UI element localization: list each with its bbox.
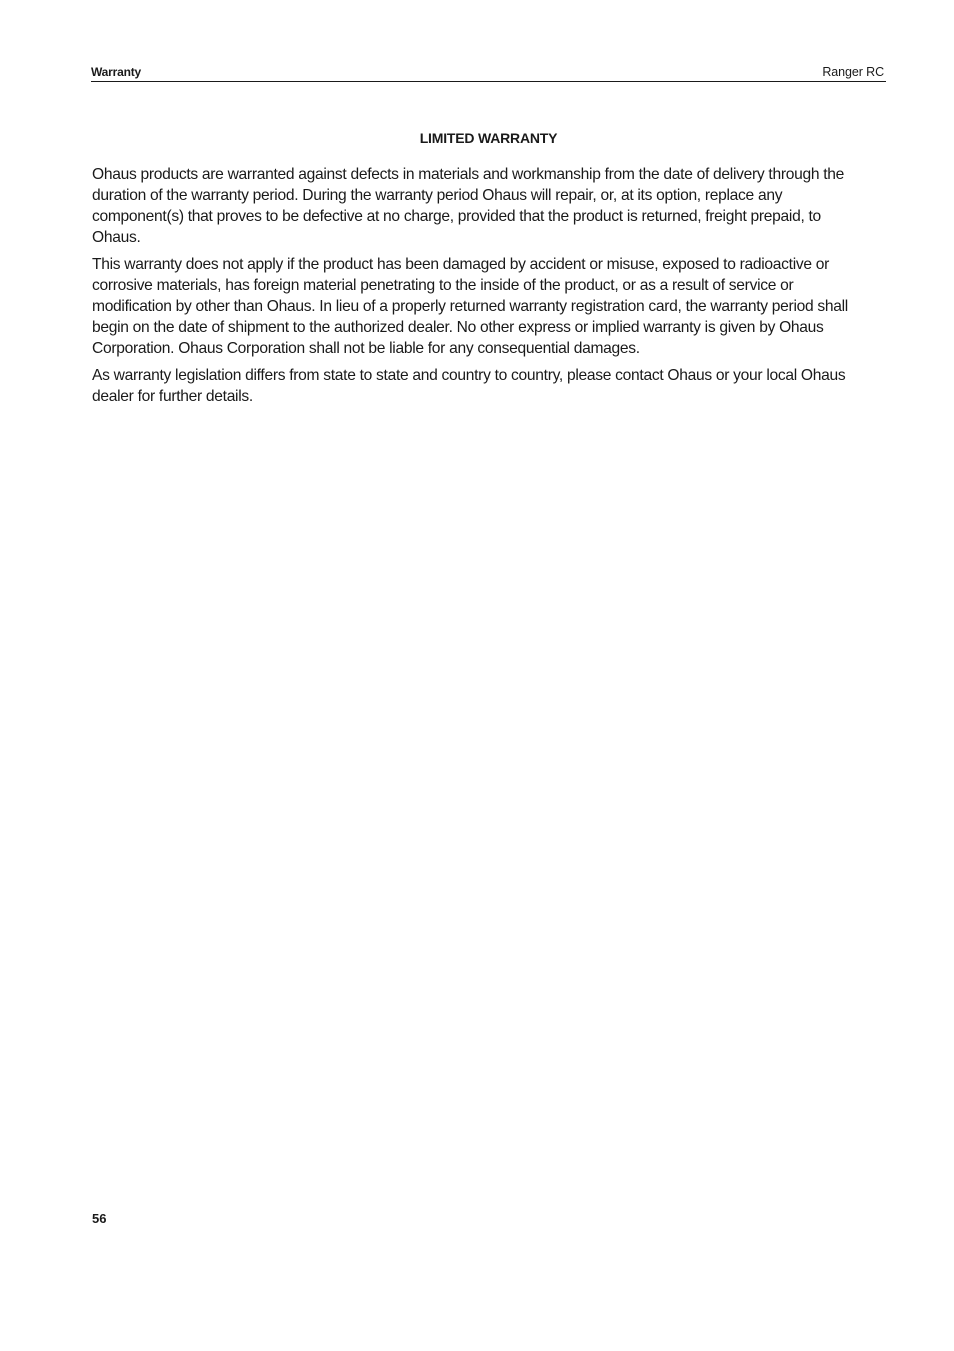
paragraph-warranty-legislation: As warranty legislation differs from state to state and country to country, please contact Ohaus or your local Ohaus dealer for further details. [92,367,846,405]
page-number: 56 [92,1211,107,1226]
header-section-title: Warranty [91,65,141,79]
warranty-body [92,164,862,413]
page-title: LIMITED WARRANTY [419,130,558,146]
header-product-name: Ranger RC [822,65,884,79]
paragraph-warranty-exclusions: This warranty does not apply if the product has been damaged by accident or misuse, exposed to radioactive or corrosive materials, has foreign material penetrating to the inside of the product, or as a result of service or modification by other than Ohaus. In lieu of a properly returned warranty registration card, the warranty period shall begin on the date of shipment to the authorized dealer. No other express or implied warranty is given by Ohaus Corporation. Ohaus Corporation shall not be liable for any consequential damages. [92,256,848,357]
page-header [91,63,886,82]
paragraph-warranty-coverage: Ohaus products are warranted against defects in materials and workmanship from the date of delivery through the duration of the warranty period. During the warranty period Ohaus will repair, or, at its option, replace any component(s) that proves to be defective at no charge, provided that the product is returned, freight prepaid, to Ohaus. [92,166,845,246]
